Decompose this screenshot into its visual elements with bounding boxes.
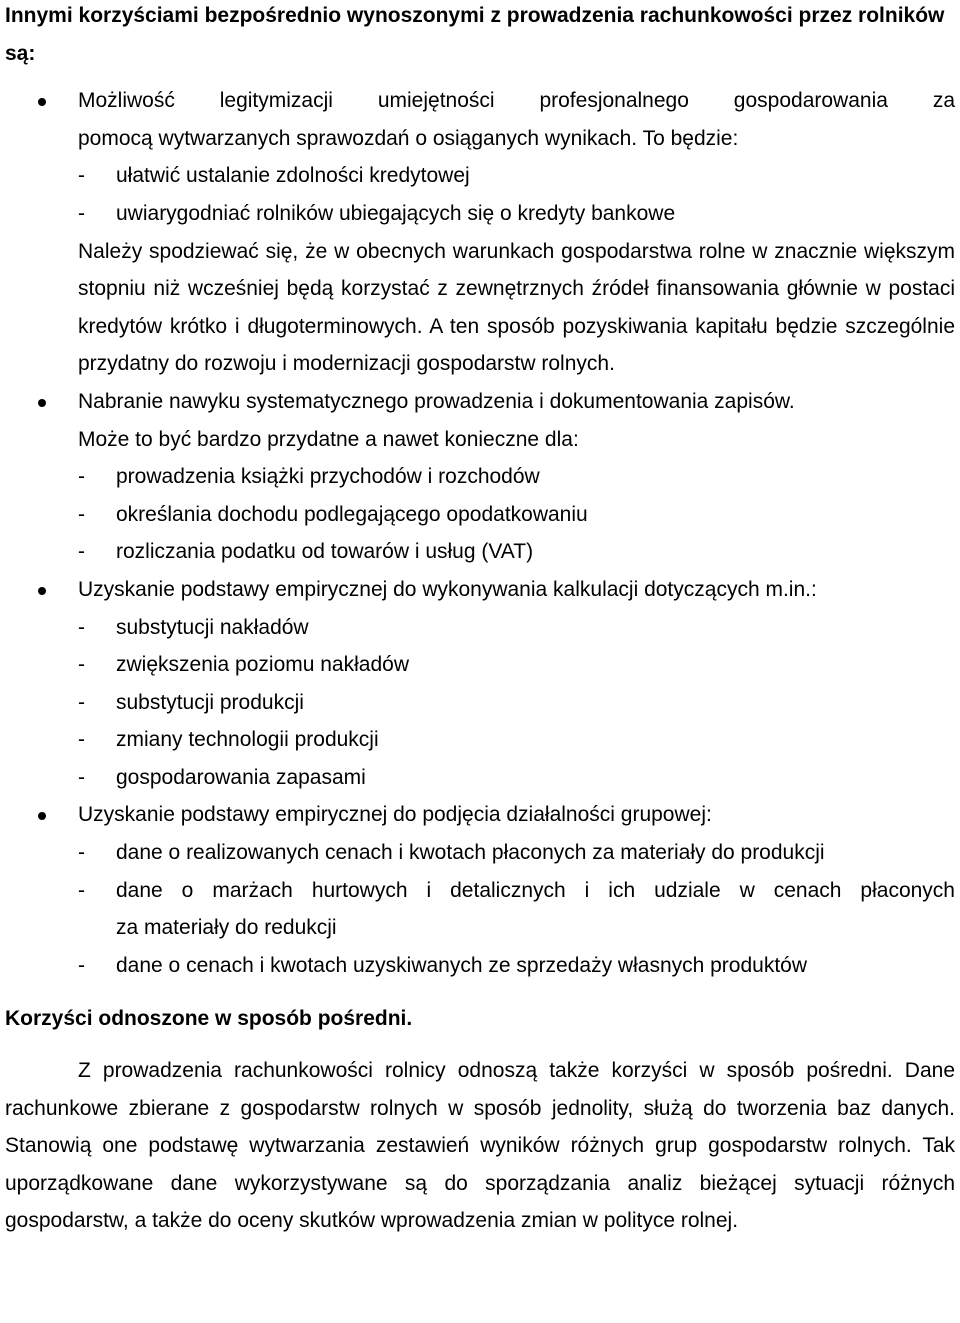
dash-item-text: substytucji produkcji [116,690,304,714]
item-text-line: Możliwość legitymizacji umiejętności profesjonalnego gospodarowania za [78,89,955,113]
dash-item-continuation: za materiały do redukcji [116,916,337,940]
dash-item [78,157,955,195]
dash-symbol: - [78,765,85,789]
dash-item-text: ułatwić ustalanie zdolności kredytowej [116,164,470,188]
bullet-icon [38,98,46,106]
dash-item-text: rozliczania podatku od towarów i usług (VAT) [116,540,534,564]
dash-item [78,533,955,571]
dash-item-text: gospodarowania zapasami [116,765,366,789]
dash-symbol: - [78,653,85,677]
dash-item [78,872,955,910]
dash-item [78,834,955,872]
section-heading-indirect-benefits: Korzyści odnoszone w sposób pośredni. [5,1007,413,1031]
dash-item-text: dane o realizowanych cenach i kwotach płaconych za materiały do produkcji [116,841,825,865]
dash-symbol: - [78,465,85,489]
document-page [5,0,955,1240]
item-text-line: Uzyskanie podstawy empirycznej do wykonywania kalkulacji dotyczących m.in.: [78,577,817,601]
dash-item [78,458,955,496]
dash-item-text: zmiany technologii produkcji [116,728,379,752]
dash-symbol: - [78,615,85,639]
item-text-line: Nabranie nawyku systematycznego prowadzenia i dokumentowania zapisów. [78,389,795,413]
dash-item [78,721,955,759]
dash-symbol: - [78,502,85,526]
list-item-habit [5,383,955,571]
list-item-group-activity [5,796,955,984]
dash-item [78,759,955,797]
dash-item-text: substytucji nakładów [116,615,309,639]
dash-symbol: - [78,540,85,564]
dash-item-text: uwiarygodniać rolników ubiegających się o kredyty bankowe [116,201,676,225]
bullet-icon [38,399,46,407]
dash-item [78,496,955,534]
dash-item [78,646,955,684]
dash-symbol: - [78,690,85,714]
dash-symbol: - [78,878,85,902]
list-item-calculations [5,571,955,797]
bullet-icon [38,587,46,595]
dash-item-text: określania dochodu podlegającego opodatkowaniu [116,502,588,526]
dash-item [78,947,955,985]
dash-item [78,684,955,722]
body-paragraph: Z prowadzenia rachunkowości rolnicy odnoszą także korzyści w sposób pośredni. Dane rachunkowe zbierane z gospodarstw rolnych w sposób jednolity, służą do tworzenia baz danych. Stanowią one podstawę wytwarzania zestawień wyników różnych grup gospodarstw rolnych. Tak uporządkowane dane wykorzystywane są do sporządzania analiz bieżącej sytuacji różnych gospodarstw, a także do oceny skutków wprowadzenia zmian w polityce rolnej. [5,1059,955,1233]
item-text-line: pomocą wytwarzanych sprawozdań o osiąganych wynikach. To będzie: [78,126,739,150]
dash-item-text: prowadzenia książki przychodów i rozchodów [116,465,540,489]
bullet-icon [38,812,46,820]
dash-item-text: dane o marżach hurtowych i detalicznych i ich udziale w cenach płaconych [116,878,955,902]
dash-symbol: - [78,953,85,977]
dash-item [78,195,955,233]
dash-symbol: - [78,728,85,752]
item-text-line: Może to być bardzo przydatne a nawet konieczne dla: [78,427,579,451]
section-heading-direct-benefits: Innymi korzyściami bezpośrednio wynoszonymi z prowadzenia rachunkowości przez rolników są: [5,4,945,65]
item-paragraph: Należy spodziewać się, że w obecnych warunkach gospodarstwa rolne w znacznie większym stopniu niż wcześniej będą korzystać z zewnętrznych źródeł finansowania głównie w postaci kredytów krótko i długoterminowych. A ten sposób pozyskiwania kapitału będzie szczególnie przydatny do rozwoju i modernizacji gospodarstw rolnych. [78,239,955,376]
dash-symbol: - [78,164,85,188]
dash-item [78,609,955,647]
dash-item-text: zwiększenia poziomu nakładów [116,653,409,677]
dash-symbol: - [78,841,85,865]
item-text-line: Uzyskanie podstawy empirycznej do podjęcia działalności grupowej: [78,803,712,827]
dash-symbol: - [78,201,85,225]
dash-item-text: dane o cenach i kwotach uzyskiwanych ze sprzedaży własnych produktów [116,953,808,977]
list-item-legitimization [5,82,955,383]
